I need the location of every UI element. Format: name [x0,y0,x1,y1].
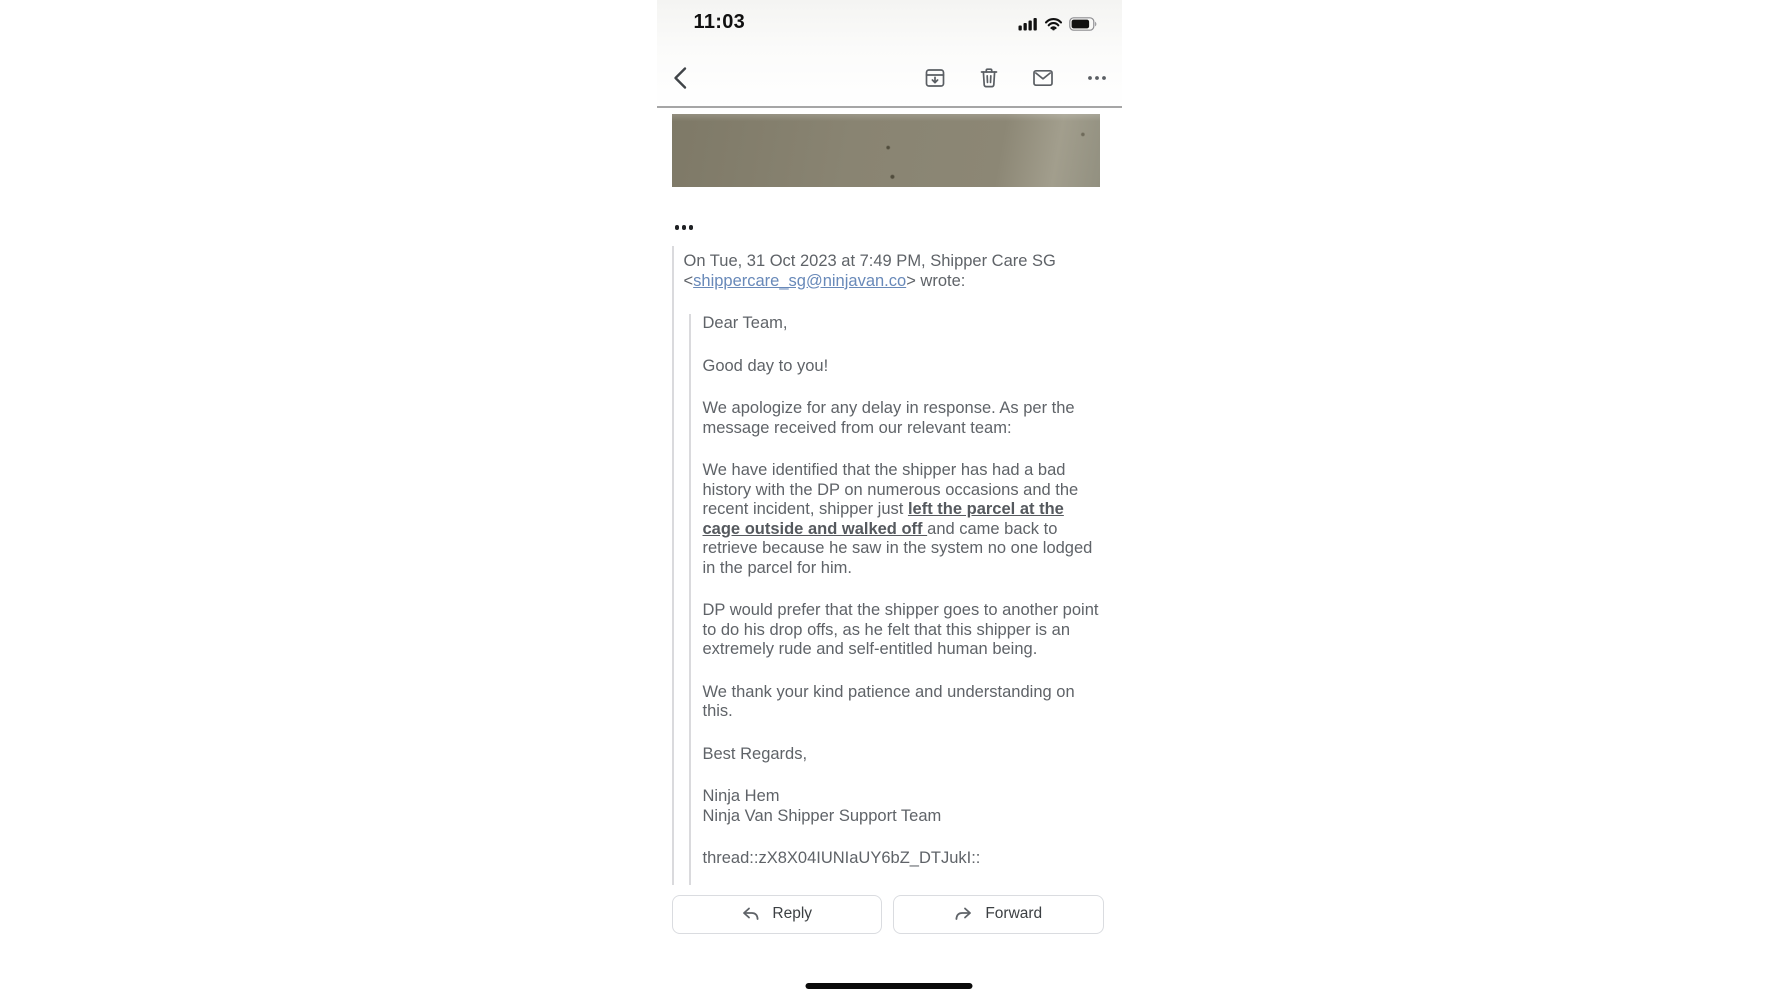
status-time: 11:03 [693,11,746,33]
signature-name: Ninja Hem [702,787,780,805]
status-bar [657,0,1122,50]
phone-header [657,0,1122,108]
delete-button[interactable] [977,66,1001,90]
quoted-email-block [672,246,1108,885]
sender-email-link[interactable]: shippercare_sg@ninjavan.co [693,271,907,290]
dot-icon [675,225,680,230]
forward-arrow-icon [954,906,973,922]
more-horizontal-icon [1085,66,1109,90]
dot-icon [689,225,694,230]
paragraph-apology: We apologize for any delay in response. As per the message received from our relevant team: [702,399,1075,437]
reply-label: Reply [772,905,813,922]
paragraph-greeting: Dear Team, [702,314,788,332]
paragraph-dp-preference: DP would prefer that the shipper goes to another point to do his drop offs, as he felt that this shipper is an extremely rude and self-entitled human being. [702,601,1099,658]
email-toolbar [657,50,1122,108]
forward-button[interactable] [893,895,1104,934]
paragraph-thanks: We thank your kind patience and understanding on this. [702,682,1075,720]
forward-label: Forward [985,905,1043,922]
back-button[interactable] [670,64,692,92]
incident-pre: We have identified that the shipper has had a bad history with the DP on numerous occasions and the recent incident, shipper just [702,461,1079,518]
cellular-signal-icon [1018,17,1038,31]
quote-attribution [684,252,1102,291]
reply-forward-bar [672,895,1104,934]
show-trimmed-content-button[interactable] [675,223,694,232]
incident-emphasis: left the parcel at the cage outside and walked off [702,500,1064,538]
status-icons [1018,17,1098,31]
attribution-prefix: On Tue, 31 Oct 2023 at 7:49 PM, Shipper Care SG < [683,252,1056,290]
incident-post: and came back to retrieve because he saw in the system no one lodged in the parcel for him. [702,519,1093,577]
mark-unread-button[interactable] [1031,66,1055,90]
archive-icon [923,66,947,90]
more-options-button[interactable] [1085,66,1109,90]
envelope-icon [1031,66,1055,90]
paragraph-regards: Best Regards, [702,744,808,763]
toolbar-actions [923,66,1109,90]
paragraph-good-day: Good day to you! [702,356,829,375]
home-indicator[interactable] [806,983,973,989]
attribution-suffix: > wrote: [906,271,966,290]
battery-icon [1069,17,1098,31]
dot-icon [682,225,687,230]
thread-id: thread::zX8X04IUNIaUY6bZ_DTJukI:: [702,849,981,867]
archive-button[interactable] [923,66,947,90]
paragraph-incident [703,461,1102,578]
signature-team: Ninja Van Shipper Support Team [702,806,942,825]
trash-icon [977,66,1001,90]
signature [703,787,1102,826]
wifi-icon [1044,17,1063,31]
inline-image-attachment[interactable] [672,114,1100,187]
reply-button[interactable] [672,895,883,934]
gmail-email-view [657,0,1122,934]
quoted-message-body [689,314,1102,885]
reply-arrow-icon [741,906,760,922]
chevron-left-icon [670,64,692,92]
